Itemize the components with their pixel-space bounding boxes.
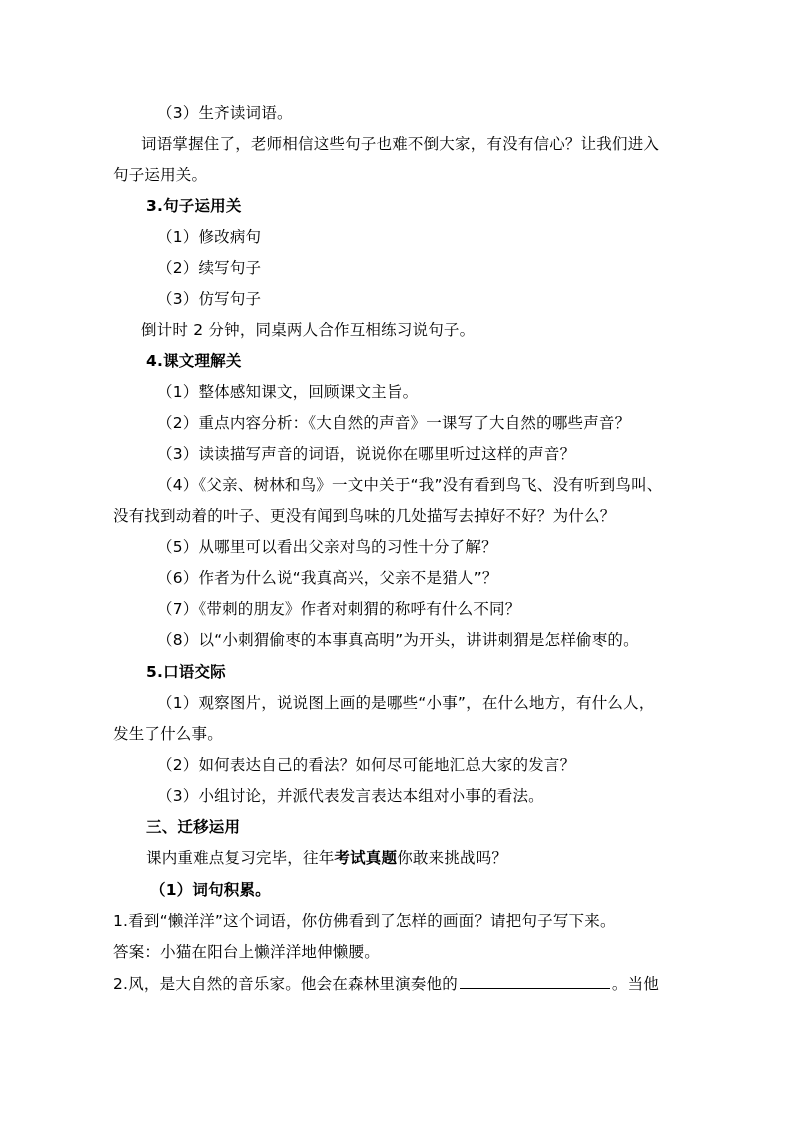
list-item: （1）修改病句 xyxy=(157,228,262,246)
paragraph-line: 倒计时 2 分钟，同桌两人合作互相练习说句子。 xyxy=(141,321,476,339)
paragraph-line: 词语掌握住了，老师相信这些句子也难不倒大家，有没有信心？让我们进入 xyxy=(141,135,660,153)
list-item: （5）从哪里可以看出父亲对鸟的习性十分了解？ xyxy=(157,538,497,556)
intro-text: 课内重难点复习完毕，往年 xyxy=(146,849,335,867)
section-heading: 5.口语交际 xyxy=(146,663,226,681)
list-item: （8）以“小刺猬偷枣的本事真高明”为开头，讲讲刺猬是怎样偷枣的。 xyxy=(157,631,639,649)
list-item: （2）续写句子 xyxy=(157,259,262,277)
list-item: （1）整体感知课文，回顾课文主旨。 xyxy=(157,383,419,401)
list-item: （3）小组讨论，并派代表发言表达本组对小事的看法。 xyxy=(157,787,544,805)
list-item: （3）读读描写声音的词语，说说你在哪里听过这样的声音？ xyxy=(157,445,576,463)
question-line: （3）生齐读词语。 xyxy=(157,104,293,122)
intro-text-end: 你敢来挑战吗？ xyxy=(397,849,508,867)
exercise-question xyxy=(113,973,659,994)
exercise-question: 1.看到“懒洋洋”这个词语，你仿佛看到了怎样的画面？请把句子写下来。 xyxy=(113,912,616,930)
question-text-end: 。当他 xyxy=(611,975,659,993)
list-item-continuation: 发生了什么事。 xyxy=(113,725,223,743)
paragraph-line xyxy=(146,848,507,868)
list-item: （7）《带刺的朋友》作者对刺猬的称呼有什么不同？ xyxy=(157,600,521,618)
list-item: （3）仿写句子 xyxy=(157,290,262,308)
section-heading: 3.句子运用关 xyxy=(146,197,242,215)
list-item: （2）重点内容分析：《大自然的声音》一课写了大自然的哪些声音？ xyxy=(157,414,631,432)
list-item: （1）观察图片，说说图上画的是哪些“小事”，在什么地方，有什么人， xyxy=(157,694,655,712)
question-text: 2.风，是大自然的音乐家。他会在森林里演奏他的 xyxy=(113,975,458,993)
section-heading: 三、迁移运用 xyxy=(146,818,241,836)
list-item: （2）如何表达自己的看法？如何尽可能地汇总大家的发言？ xyxy=(157,756,576,774)
exercise-answer: 答案：小猫在阳台上懒洋洋地伸懒腰。 xyxy=(113,943,380,961)
list-item: （6）作者为什么说“我真高兴，父亲不是猎人”？ xyxy=(157,569,498,587)
list-item-continuation: 没有找到动着的叶子、更没有闻到鸟味的几处描写去掉好不好？为什么？ xyxy=(113,507,616,525)
section-heading: 4.课文理解关 xyxy=(146,352,242,370)
subsection-heading: （1）词句积累。 xyxy=(150,881,271,899)
exam-emphasis: 考试真题 xyxy=(334,849,398,867)
fill-in-blank[interactable] xyxy=(460,973,610,989)
list-item: （4）《父亲、树林和鸟》一文中关于“我”没有看到鸟飞、没有听到鸟叫、 xyxy=(157,476,663,494)
paragraph-line: 句子运用关。 xyxy=(113,166,208,184)
